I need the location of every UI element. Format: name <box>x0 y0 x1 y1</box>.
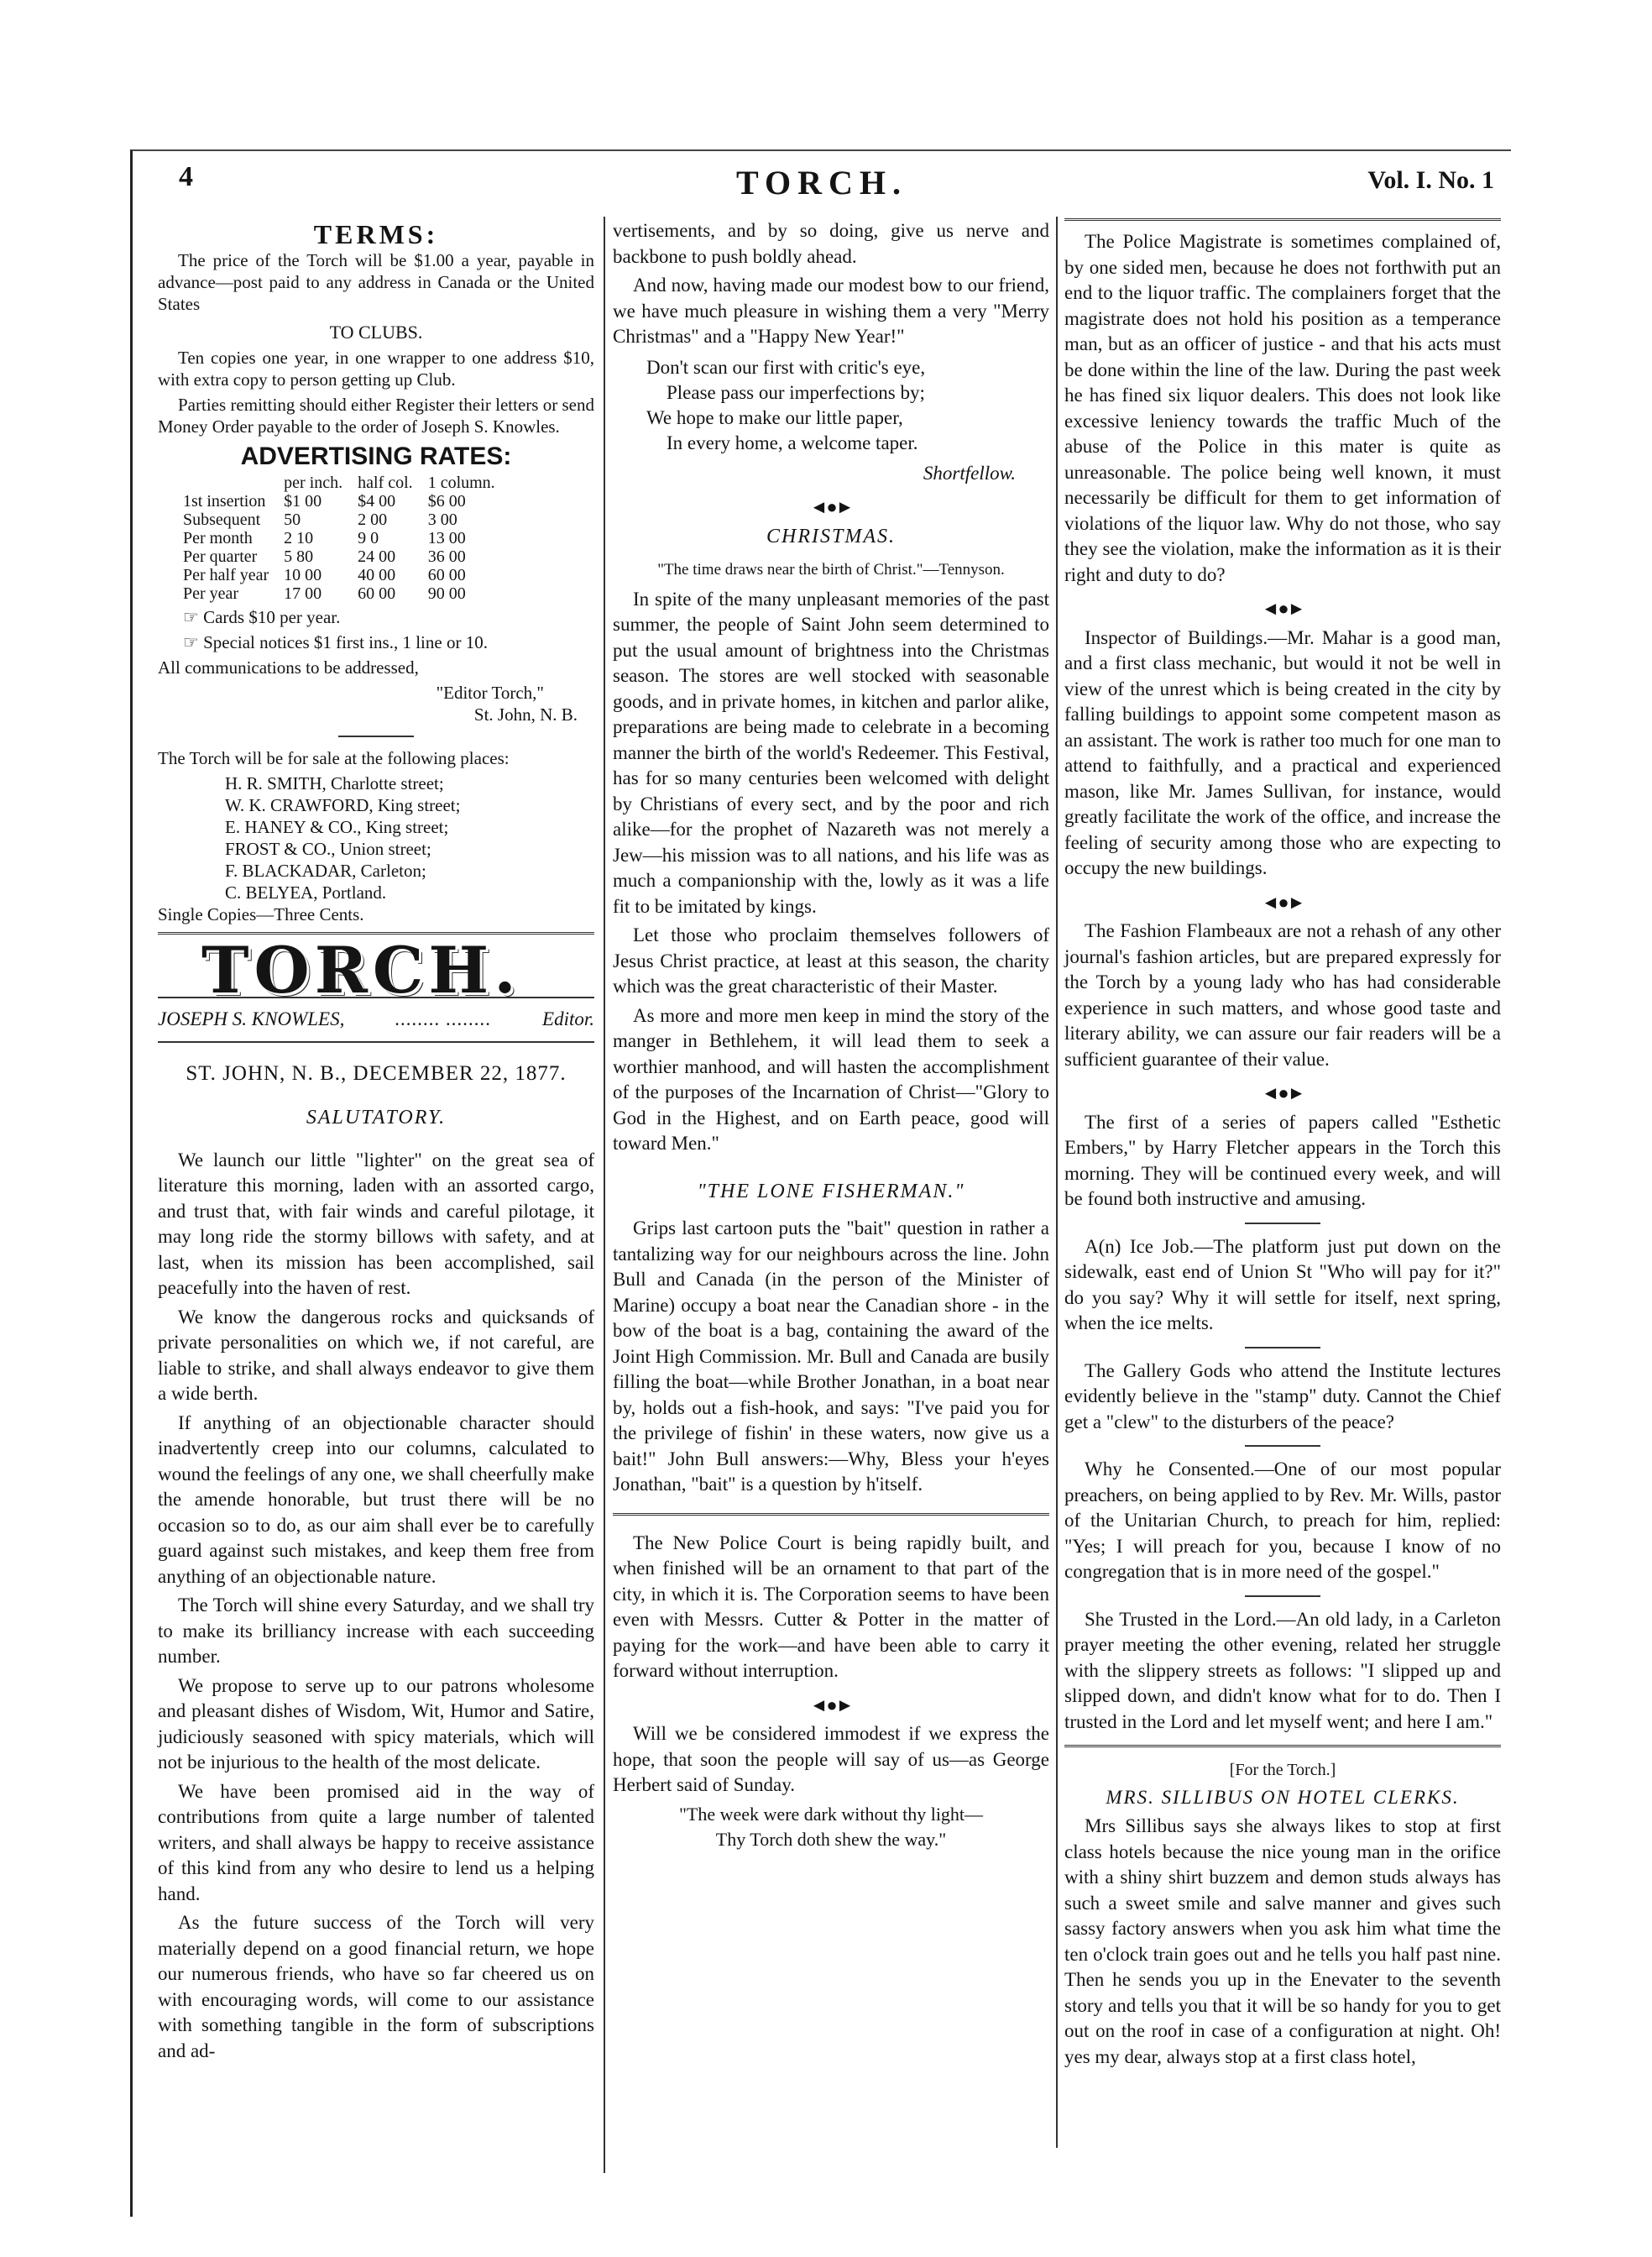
sale-place: H. R. SMITH, Charlotte street; <box>225 772 444 793</box>
ornament-divider-icon: ◄●► <box>809 496 853 517</box>
closing-quote-line: "The week were dark without thy light— <box>678 1803 984 1825</box>
special-note: ☞ Special notices $1 first ins., 1 line or 10. <box>183 631 488 652</box>
sale-place: E. HANEY & CO., King street; <box>225 816 449 837</box>
sale-place: F. BLACKADAR, Carleton; <box>225 860 426 881</box>
article-paragraph: As the future success of the Torch will very materially depend on a good financial return, we hope our numerous friends, who have so far cheered us on with encouraging words, will come to our assistance with something tangible in the form of subscriptions and ad- <box>158 1912 594 2061</box>
divider <box>1245 1595 1320 1597</box>
column-1 <box>158 218 594 2067</box>
rates-row: Per quarter 5 80 24 00 36 00 <box>183 547 466 566</box>
rates-header-row: per inch. half col. 1 column. <box>284 473 495 492</box>
sale-intro: The Torch will be for sale at the following places: <box>158 747 510 768</box>
article-paragraph: A(n) Ice Job.—The platform just put down on the sidewalk, east end of Union St "Who will pay for it?" do you say? Why it will settle for itself, next spring, when the ice melts. <box>1064 1235 1501 1333</box>
article-paragraph: If anything of an objectionable character should inadvertently creep into our columns, calculated to wound the feelings of any one, we shall cheerfully make the amende honorable, but trust there will be no occasion so to do, as our aim shall ever be to carefully guard against such mistakes, and keep them free from anything of an objectionable nature. <box>158 1411 594 1587</box>
continued-text: vertisements, and by so doing, give us nerve and backbone to push boldly ahead. <box>613 220 1049 267</box>
article-paragraph: She Trusted in the Lord.—An old lady, in a Carleton prayer meeting the other evening, related her struggle with the slippery streets as follows: "I slipped up and slipped down, and didn't know what for to do. Then I trusted in the Lord and let myself went; and here I am." <box>1064 1608 1501 1732</box>
divider <box>1064 1745 1501 1747</box>
cards-note: ☞ Cards $10 per year. <box>183 606 341 627</box>
communications-note: All communications to be addressed, <box>158 657 419 678</box>
article-paragraph: The New Police Court is being rapidly built, and when finished will be an ornament to that part of the city, in which it is. The Corporation seems to have been even with Messrs. Cutter & Potter in the matter of paying for the work—and have been able to carry it forward without interruption. <box>613 1532 1049 1681</box>
article-paragraph: We have been promised aid in the way of contributions from quite a large number of talented writers, and shall always be happy to receive assistance of this kind from any who desire to lend us a helping hand. <box>158 1780 594 1904</box>
greeting-text: And now, having made our modest bow to our friend, we have much pleasure in wishing them a very "Merry Christmas" and a "Happy New Year!" <box>613 275 1049 347</box>
divider <box>1245 1445 1320 1447</box>
christmas-heading: CHRISTMAS. <box>766 525 896 547</box>
rates-row: Per year 17 00 60 00 90 00 <box>183 584 466 603</box>
article-paragraph: Why he Consented.—One of our most popular preachers, on being applied to by Rev. Mr. Wills, pastor of the Unitarian Church, to preach for him, replied: "Yes; I will preach for you, because I know of no congregation that is in more need of the gospel." <box>1064 1458 1501 1582</box>
article-paragraph: Grips last cartoon puts the "bait" question in rather a tantalizing way for our neighbours across the line. John Bull and Canada (in the person of the Minister of Marine) occupy a boat near the Canadian shore - in the bow of the boat is a bag, containing the award of the Joint High Commission. Mr. Bull and Canada are busily filling the boat—while Brother Jonathan, in a boat near by, holds out a fish-hook, and says: "I've paid you for the privilege of fishin' in these waters, now give us a bait!" John Bull answers:—Why, Bless your h'eyes Jonathan, "bait" is a question by h'itself. <box>613 1218 1049 1495</box>
ornament-divider-icon: ◄●► <box>1261 1082 1304 1103</box>
article-paragraph: As more and more men keep in mind the story of the manger in Bethlehem, it will lead them to seek a worthier manhood, and will hasten the accomplishment of the purposes of the Incarnation of Christ—"Glory to God in the Highest, and on Earth peace, good will toward Men." <box>613 1004 1049 1154</box>
poem <box>646 355 1049 456</box>
article-paragraph: Let those who proclaim themselves followers of Jesus Christ practice, at least at this season, the charity which was the great characteristic of their Master. <box>613 924 1049 997</box>
clubs-text: Ten copies one year, in one wrapper to one address $10, with extra copy to person getting up Club. <box>158 348 594 390</box>
sale-place: C. BELYEA, Portland. <box>225 882 387 903</box>
article-paragraph: We know the dangerous rocks and quicksands of private personalities on which we, if not careful, are liable to strike, and shall always endeavor to give them a wide berth. <box>158 1306 594 1404</box>
poem-line: In every home, a welcome taper. <box>667 432 918 453</box>
article-paragraph: We propose to serve up to our patrons wholesome and pleasant dishes of Wisdom, Wit, Humor and Satire, judiciously seasoned with spicy materials, which will not be injurious to the health of the most delicate. <box>158 1674 594 1773</box>
newspaper-page <box>130 149 1511 2217</box>
pointing-hand-icon: ☞ <box>183 606 204 627</box>
volume-number: Vol. I. No. 1 <box>1367 166 1494 194</box>
ornament-divider-icon: ◄●► <box>1261 598 1304 619</box>
poem-line: Please pass our imperfections by; <box>667 381 925 403</box>
article-paragraph: Inspector of Buildings.—Mr. Mahar is a good man, and a first class mechanic, but would it not be well in view of the unrest which is being created in the city by falling buildings to appoint some competent mason as an assistant. The work is rather too much for one man to attend to faithfully, and a practical and experienced mason, like Mr. James Sullivan, for instance, would greatly facilitate the work of the office, and increase the feeling of security among those who are expecting to occupy the new buildings. <box>1064 626 1501 878</box>
article-paragraph: The Torch will shine every Saturday, and we shall try to make its brilliancy increase with each succeeding number. <box>158 1595 594 1667</box>
rates-row: Per month 2 10 9 0 13 00 <box>183 528 466 547</box>
column-2 <box>613 218 1049 1853</box>
ornament-divider-icon: ◄●► <box>809 1694 853 1715</box>
salutatory-heading: SALUTATORY. <box>306 1107 447 1128</box>
sale-place: W. K. CRAWFORD, King street; <box>225 794 461 815</box>
rates-row: 1st insertion $1 00 $4 00 $6 00 <box>183 491 466 511</box>
remit-text: Parties remitting should either Register their letters or send Money Order payable to the order of Joseph S. Knowles. <box>158 395 594 437</box>
pointing-hand-icon: ☞ <box>183 631 204 652</box>
page-number: 4 <box>179 161 193 192</box>
editor-role: Editor. <box>542 1008 594 1029</box>
dateline: ST. JOHN, N. B., DECEMBER 22, 1877. <box>186 1061 567 1085</box>
poem-line: We hope to make our little paper, <box>646 406 903 428</box>
article-paragraph: The Gallery Gods who attend the Institute lectures evidently believe in the "stamp" duty. Cannot the Chief get a "clew" to the disturbers of the peace? <box>1064 1359 1501 1432</box>
rates-table <box>183 474 510 603</box>
fisherman-heading: "THE LONE FISHERMAN." <box>697 1180 965 1202</box>
page-header <box>133 151 1511 218</box>
editor-dots: ........ ........ <box>395 1008 492 1029</box>
ornament-divider-icon: ◄●► <box>1261 891 1304 913</box>
column-rule <box>1056 217 1058 2148</box>
poem-line: Don't scan our first with critic's eye, <box>646 356 926 378</box>
article-paragraph: Will we be considered immodest if we express the hope, that soon the people will say of us—as George Herbert said of Sunday. <box>613 1723 1049 1795</box>
column-rule <box>604 217 605 2173</box>
communications-address-2: St. John, N. B. <box>473 704 578 725</box>
single-copies: Single Copies—Three Cents. <box>158 903 364 924</box>
poem-attribution: Shortfellow. <box>923 462 1016 484</box>
divider <box>613 1513 1049 1516</box>
divider <box>1064 218 1501 221</box>
article-paragraph: In spite of the many unpleasant memories of the past summer, the people of Saint John seem determined to put the usual amount of brightness into the Christmas season. The stores are well stocked with seasonable goods, and in private homes, in kitchen and parlor alike, preparations are being made to celebrate in a becoming manner the birth of the world's Redeemer. This Festival, has for so many centuries been welcomed with delight by Christians of every sect, and by the poor and rich alike—for the prophet of Nazareth was not merely a Jew—his mission was to all nations, and his life was as much a companionship with the, lowly as it was a life fit to be imitated by kings. <box>613 588 1049 917</box>
article-paragraph: The first of a series of papers called "Esthetic Embers," by Harry Fletcher appears in the Torch this morning. They will be continued every week, and will be found both instructive and amusing. <box>1064 1111 1501 1209</box>
article-paragraph: The Police Magistrate is sometimes complained of, by one sided men, because he does not forthwith put an end to the liquor traffic. The complainers forget that the magistrate does not hold his position as a temperance man, but as an officer of justice - and that his acts must be done within the line of the law. During the past week he has fined six liquor dealers. This does not look like excessive leniency towards the traffic Much of the abuse of the Police in this mater is quite as unreasonable. The police being well known, it must necessarily be difficult for them to get information of violations of the liquor law. Why do not those, who say they see the violation, make the information as it is their right and duty to do? <box>1064 231 1501 585</box>
sale-place: FROST & CO., Union street; <box>225 838 431 859</box>
christmas-quote: "The time draws near the birth of Christ."—Tennyson. <box>657 561 1005 579</box>
rates-row: Per half year 10 00 40 00 60 00 <box>183 565 466 584</box>
divider <box>1245 1347 1320 1348</box>
article-paragraph: We launch our little "lighter" on the great sea of literature this morning, laden with an assorted cargo, and trust that, with fair winds and careful pilotage, it may long ride the stormy billows with safety, and at last, when its mission has been accomplished, sail peacefully into the haven of rest. <box>158 1149 594 1298</box>
clubs-heading: TO CLUBS. <box>329 321 423 343</box>
communications-address-1: "Editor Torch," <box>436 682 544 703</box>
column-3 <box>1064 218 1501 2073</box>
masthead: TORCH. <box>201 932 521 1008</box>
for-torch-note: [For the Torch.] <box>1229 1761 1336 1779</box>
article-paragraph: The Fashion Flambeaux are not a rehash of any other journal's fashion articles, but are prepared expressly for the Torch by a young lady who has had considerable experience in such matters, and whose good taste and literary ability, we can assure our fair readers will be a sufficient guarantee of their value. <box>1064 920 1501 1070</box>
terms-text: The price of the Torch will be $1.00 a year, payable in advance—post paid to any address in Canada or the United States <box>158 249 594 314</box>
closing-quote-line: Thy Torch doth shew the way." <box>715 1829 947 1850</box>
editor-name: JOSEPH S. KNOWLES, <box>158 1008 345 1029</box>
article-paragraph: Mrs Sillibus says she always likes to stop at first class hotels because the nice young man in the orifice with a shiny shirt buzzem and demon studs always has such a sweet smile and salve manner and gives such sassy factory answers when you ask him what time the ten o'clock train goes out and he tells you half past nine. Then he sends you up in the Enevater to the seventh story and tells you that it will be so handy for you to get out on the roof in case of a configuration at night. Oh! yes my dear, always stop at a first class hotel, <box>1064 1815 1501 2067</box>
terms-heading: TERMS: <box>313 219 439 249</box>
rates-row: Subsequent 50 2 00 3 00 <box>183 510 457 529</box>
advertising-heading: ADVERTISING RATES: <box>240 442 512 470</box>
divider <box>1245 1223 1320 1224</box>
divider <box>338 736 414 737</box>
sillibus-heading: MRS. SILLIBUS ON HOTEL CLERKS. <box>1106 1786 1460 1808</box>
running-title: TORCH. <box>736 164 907 202</box>
